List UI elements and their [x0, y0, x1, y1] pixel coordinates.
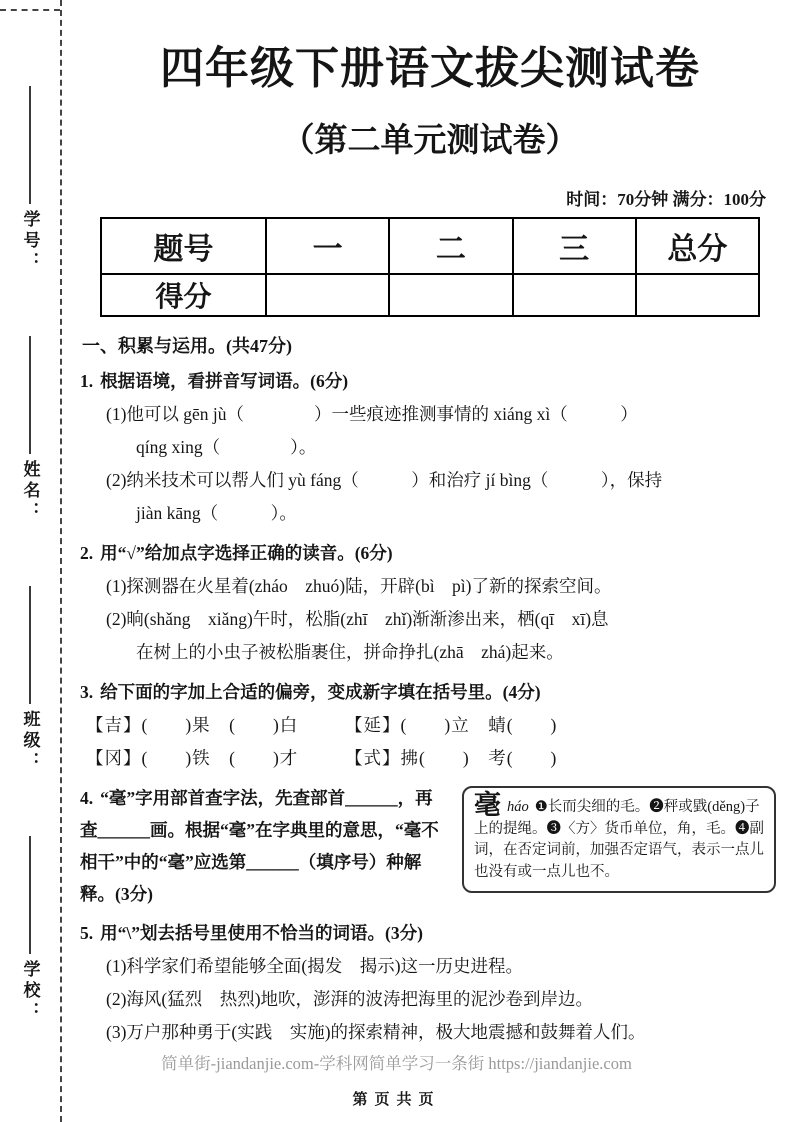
dictionary-pinyin: háo: [507, 799, 529, 815]
question-3-number: 3.: [80, 682, 94, 702]
question-1-line: (2)纳米技术可以帮人们 yù fáng（ ）和治疗 jí bìng（ ），保持: [106, 470, 663, 490]
score-table-header-cell: 总分: [636, 218, 759, 274]
question-2-line: (2)晌(shǎng xiǎng)午时，松脂(zhī zhǐ)渐渐渗出来，栖(qī xī)息: [106, 609, 609, 629]
score-table-header-cell: 题号: [101, 218, 266, 274]
score-table-header-cell: 二: [389, 218, 512, 274]
question-3-stem: [80, 676, 780, 709]
question-2-line: 在树上的小虫子被松脂裹住，拼命挣扎(zhā zhá)起来。: [136, 642, 564, 662]
score-table-header-row: [101, 218, 759, 274]
question-1-stem: [80, 365, 780, 398]
student-id-label: 学号：: [20, 210, 40, 273]
class-write-line: [29, 586, 31, 704]
question-5-line: (2)海风(猛烈 热烈)地吹，澎湃的波涛把海里的泥沙卷到岸边。: [106, 989, 594, 1009]
question-2-line: (1)探测器在火星着(zháo zhuó)陆，开辟(bì pì)了新的探索空间。: [106, 576, 612, 596]
question-2-stem-text: 用“√”给加点字选择正确的读音。(6分): [100, 543, 393, 563]
question-1-line: (1)他可以 gēn jù（ ）一些痕迹推测事情的 xiáng xì（ ）: [106, 404, 638, 424]
time-and-score-info: 时间：70分钟 满分：100分: [566, 190, 766, 209]
student-name-field: [0, 336, 60, 523]
section-1-title: 一、积累与运用。(共47分): [82, 336, 292, 356]
site-credit-footer: 简单街-jiandanjie.com-学科网简单学习一条街 https://jiandanjie.com: [161, 1054, 632, 1073]
student-id-write-line: [29, 86, 31, 204]
school-write-line: [29, 836, 31, 954]
class-label: 班级：: [20, 710, 40, 773]
question-2-stem: [80, 537, 780, 570]
question-1: [80, 365, 780, 530]
dictionary-headword: 毫: [474, 790, 501, 820]
score-row-label-cell: 得分: [101, 274, 266, 316]
question-1-stem-text: 根据语境，看拼音写词语。(6分): [100, 371, 349, 391]
paper-subtitle: （第二单元测试卷）: [281, 121, 579, 158]
corner-dash-line: [0, 9, 60, 11]
question-5-number: 5.: [80, 923, 94, 943]
score-table-score-row: [101, 274, 759, 316]
question-1-number: 1.: [80, 371, 94, 391]
paper-title: 四年级下册语文拔尖测试卷: [160, 44, 700, 93]
student-name-write-line: [29, 336, 31, 454]
question-3-stem-text: 给下面的字加上合适的偏旁，变成新字填在括号里。(4分): [100, 682, 541, 702]
question-4-number: 4.: [80, 788, 94, 808]
score-cell-empty: [636, 274, 759, 316]
class-field: [0, 586, 60, 773]
question-2-number: 2.: [80, 543, 94, 563]
student-id-field: [0, 86, 60, 273]
student-name-label: 姓名：: [20, 460, 40, 523]
score-table-header-cell: 三: [513, 218, 636, 274]
dictionary-entry-box: [462, 786, 776, 893]
question-5-line: (3)万户那种勇于(实践 实施)的探索精神，极大地震撼和鼓舞着人们。: [106, 1022, 646, 1042]
score-cell-empty: [513, 274, 636, 316]
score-table: [100, 217, 760, 317]
score-cell-empty: [266, 274, 389, 316]
question-5: [80, 917, 780, 1049]
question-3-line: 【吉】( )果 ( )白 【延】( )立 蜻( ): [86, 715, 558, 735]
question-4: [80, 782, 780, 910]
question-2: [80, 537, 780, 669]
question-5-stem: [80, 917, 780, 950]
paper-body: [80, 0, 780, 1049]
question-1-line: jiàn kāng（ ）。: [136, 503, 297, 523]
page-number-footer: 第页共页: [352, 1092, 441, 1108]
question-4-stem-text: “毫”字用部首查字法，先查部首______，再查______画。根据“毫”在字典里的意思，“毫不相干”中的“毫”应选第______（填序号）种解释。(3分): [80, 788, 439, 904]
question-5-line: (1)科学家们希望能够全面(揭发 揭示)这一历史进程。: [106, 956, 524, 976]
question-5-stem-text: 用“\”划去括号里使用不恰当的词语。(3分): [100, 923, 423, 943]
question-3-line: 【冈】( )铁 ( )才 【式】拂( ) 考( ): [86, 748, 558, 768]
question-1-line: qíng xing（ ）。: [136, 437, 317, 457]
tear-off-margin-strip: [0, 0, 62, 1122]
school-field: [0, 836, 60, 1023]
dictionary-definitions: ❶长而尖细的毛。❷秤或戥(děng)子上的提绳。❸〈方〉货币单位，角，毛。❹副词，在否定词前，加强否定语气，表示一点儿也没有或一点儿也不。: [474, 799, 764, 880]
school-label: 学校：: [20, 960, 40, 1023]
question-3: [80, 676, 780, 775]
score-table-header-cell: 一: [266, 218, 389, 274]
score-cell-empty: [389, 274, 512, 316]
